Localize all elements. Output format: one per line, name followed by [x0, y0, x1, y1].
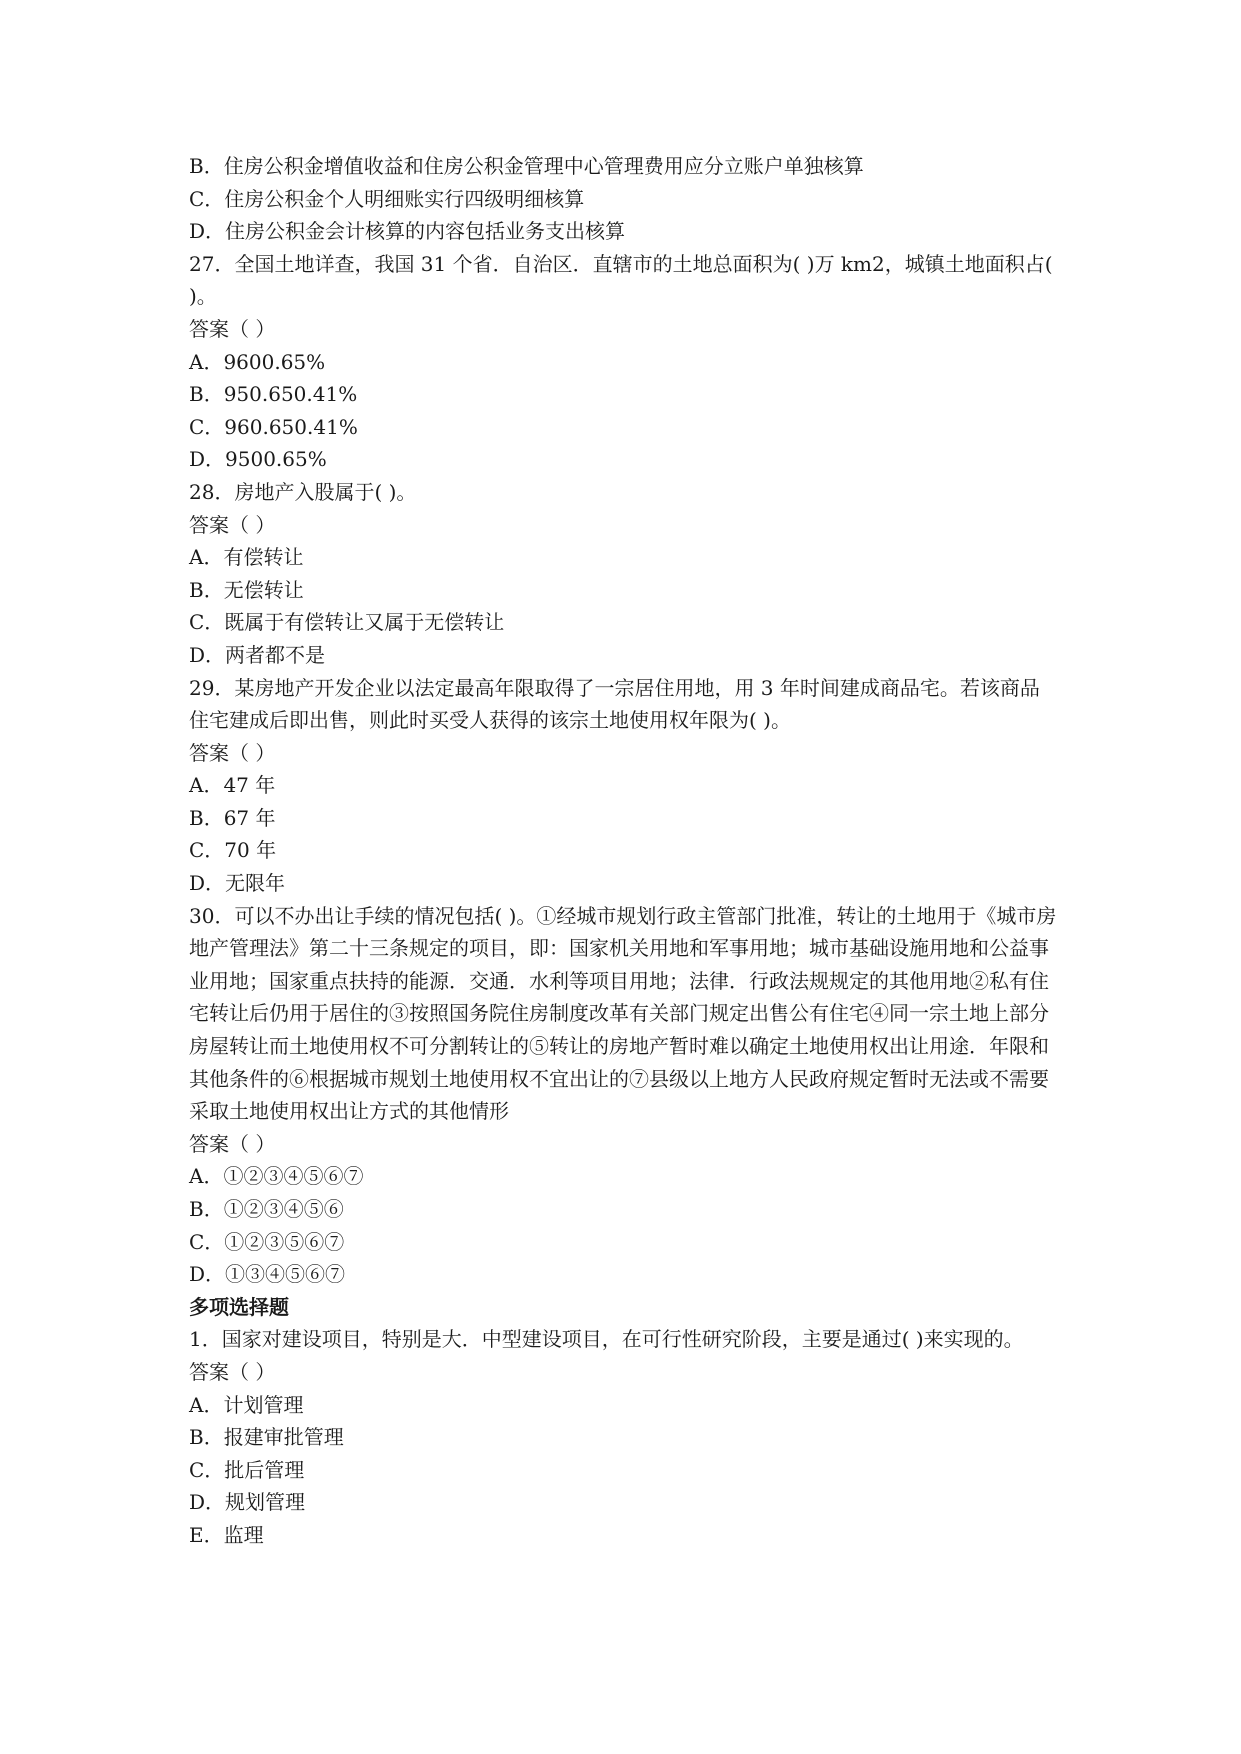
option-text: C．既属于有偿转让又属于无偿转让: [189, 610, 505, 635]
option-text: A．计划管理: [189, 1392, 304, 1417]
option-text: A．①②③④⑤⑥⑦: [189, 1164, 364, 1189]
option-text: E．监理: [189, 1522, 264, 1547]
option-text: A．47 年: [189, 773, 276, 798]
option-text: D．9500.65%: [189, 447, 327, 472]
document-page: [189, 150, 1059, 1552]
option-text: D．住房公积金会计核算的内容包括业务支出核算: [189, 219, 626, 244]
option-text: D．两者都不是: [189, 642, 326, 667]
question-text: 30．可以不办出让手续的情况包括( )。①经城市规划行政主管部门批准，转让的土地用于《城市房地产管理法》第二十三条规定的项目，即：国家机关用地和军事用地；城市基础设施用地和公益事业用地；国家重点扶持的能源．交通．水利等项目用地；法律．行政法规规定的其他用地②私有住宅转让后仍用于居住的③按照国务院住房制度改革有关部门规定出售公有住宅④同一宗土地上部分房屋转让而土地使用权不可分割转让的⑤转让的房地产暂时难以确定土地使用权出让用途．年限和其他条件的⑥根据城市规划土地使用权不宜出让的⑦县级以上地方人民政府规定暂时无法或不需要采取土地使用权出让方式的其他情形: [189, 903, 1057, 1124]
answer-prompt: 答案（ ）: [189, 512, 276, 537]
answer-prompt: 答案（ ）: [189, 1359, 276, 1384]
option-text: D．无限年: [189, 871, 286, 896]
option-text: C．①②③⑤⑥⑦: [189, 1229, 345, 1254]
answer-prompt: 答案（ ）: [189, 316, 276, 341]
question-text: 28．房地产入股属于( )。: [189, 479, 417, 504]
option-text: C．70 年: [189, 838, 277, 863]
option-text: B．67 年: [189, 805, 276, 830]
option-text: C．住房公积金个人明细账实行四级明细核算: [189, 186, 585, 211]
question-text: 27．全国土地详查，我国 31 个省．自治区．直辖市的土地总面积为( )万 km2，城镇土地面积占( )。: [189, 251, 1053, 309]
option-text: B．报建审批管理: [189, 1425, 344, 1450]
option-text: A．有偿转让: [189, 545, 304, 570]
option-text: D．①③④⑤⑥⑦: [189, 1262, 346, 1287]
option-text: C．批后管理: [189, 1457, 305, 1482]
question-text: 29．某房地产开发企业以法定最高年限取得了一宗居住用地，用 3 年时间建成商品宅。若该商品住宅建成后即出售，则此时买受人获得的该宗土地使用权年限为( )。: [189, 675, 1040, 733]
question-text: 1．国家对建设项目，特别是大．中型建设项目，在可行性研究阶段，主要是通过( )来实现的。: [189, 1327, 1024, 1352]
answer-prompt: 答案（ ）: [189, 1131, 276, 1156]
option-text: D．规划管理: [189, 1490, 306, 1515]
option-text: B．①②③④⑤⑥: [189, 1197, 344, 1221]
option-text: C．960.650.41%: [189, 414, 358, 439]
answer-prompt: 答案（ ）: [189, 740, 276, 765]
option-text: A．9600.65%: [189, 349, 326, 374]
section-heading: 多项选择题: [189, 1294, 289, 1319]
option-text: B．无偿转让: [189, 577, 304, 602]
option-text: B．950.650.41%: [189, 382, 358, 407]
option-text: B．住房公积金增值收益和住房公积金管理中心管理费用应分立账户单独核算: [189, 154, 864, 178]
